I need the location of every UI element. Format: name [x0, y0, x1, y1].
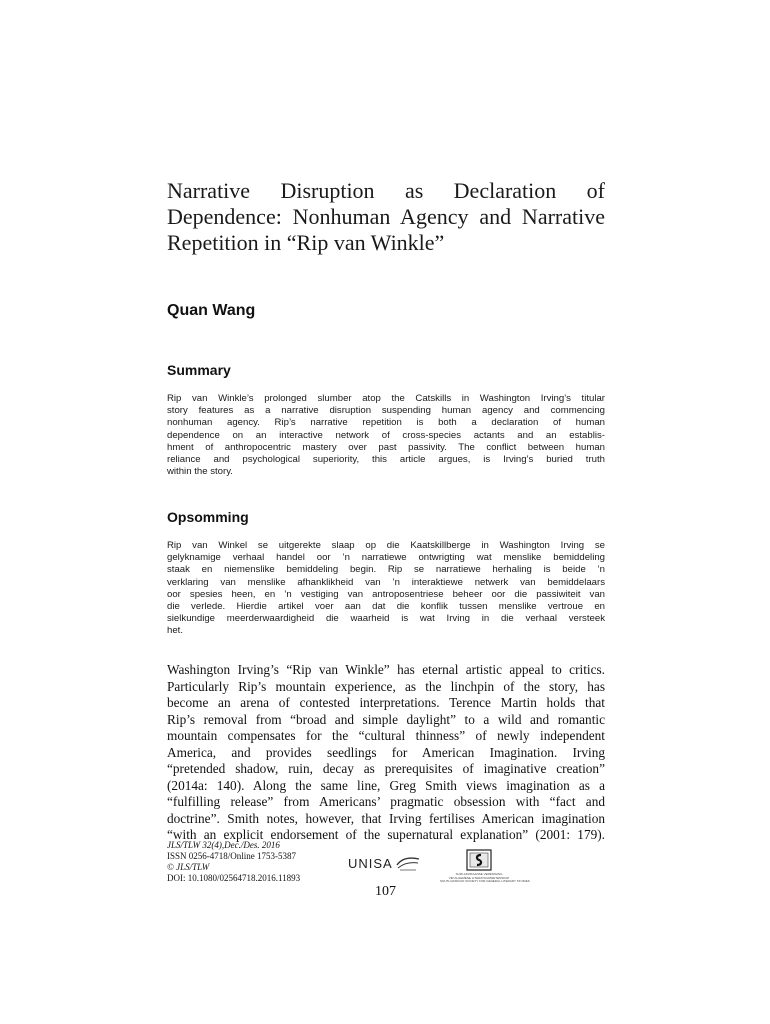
summary-line: nonhuman agency. Rip’s narrative repetition is both a declaration of human — [167, 417, 605, 429]
opsomming-line: staak en niemenslike bemiddeling begin. Rip se narratiewe herhaling is beide ’n — [167, 564, 605, 576]
body-line: “pretended shadow, ruin, decay as prerequisites of imaginative creation” — [167, 761, 605, 776]
body-line: “with an explicit endorsement of the supernatural explanation” (2001: 179). — [167, 827, 605, 842]
body-line: “fulfilling release” from Americans’ pragmatic obsession with “fact and — [167, 794, 605, 809]
body-paragraph — [167, 662, 605, 844]
title-line: Dependence: Nonhuman Agency and Narrative — [167, 204, 605, 229]
opsomming-line: die verlede. Hierdie artikel voer aan dat die konflik tussen menslike vertroue en — [167, 601, 605, 613]
opsomming-line: verklaring van menslike afhanklikheid van ’n interaktiewe netwerk van bemiddelaars — [167, 576, 605, 588]
issn-line: ISSN 0256-4718/Online 1753-5387 — [167, 851, 296, 861]
summary-line: dependence on an interactive network of cross-species actants and an establis- — [167, 429, 605, 441]
journal-citation: JLS/TLW 32(4),Dec./Des. 2016 — [167, 840, 280, 850]
opsomming-line: sielkundige meerderwaardigheid die waarheid is wat Irving in die verhaal versteek — [167, 613, 605, 625]
unisa-logo — [348, 852, 422, 876]
summary-line: hment of anthropocentric mastery over past passivity. The conflict between human — [167, 441, 605, 453]
body-line: become an arena of contested interpretations. Terence Martin holds that — [167, 695, 605, 710]
publication-info — [167, 840, 300, 884]
body-line: (2014a: 140). Along the same line, Greg Smith views imagination as a — [167, 777, 605, 793]
society-caption: SOUTH AFRICAN SOCIETY FOR GENERAL LITERARY STUDIES — [440, 879, 530, 883]
opsomming-line: gelyknamige verhaal handel oor ’n narratiewe ontwrigting wat menslike bemiddeling — [167, 552, 605, 564]
society-emblem-icon — [464, 848, 494, 872]
summary-line: within the story. — [167, 466, 233, 478]
doi-line: DOI: 10.1080/02564718.2016.11893 — [167, 873, 301, 883]
body-line: America, and provides seedlings for American Imagination. Irving — [167, 744, 605, 760]
opsomming-text — [167, 540, 605, 638]
summary-line: story features as a narrative disruption suspending human agency and commencing — [167, 405, 605, 417]
summary-line: Rip van Winkle’s prolonged slumber atop the Catskills in Washington Irving’s titular — [167, 393, 605, 404]
title-line: Repetition in “Rip van Winkle” — [167, 230, 445, 255]
body-line: Washington Irving’s “Rip van Winkle” has eternal artistic appeal to critics. — [167, 662, 605, 677]
opsomming-heading: Opsomming — [167, 509, 249, 525]
opsomming-line: oor spesies heen, en ’n vestiging van antroposentriese beheer oor die passiwiteit van — [167, 588, 605, 600]
summary-line: reliance and psychological superiority, this article argues, is Irving’s buried truth — [167, 454, 605, 466]
society-logo — [440, 848, 530, 888]
article-title — [167, 178, 605, 256]
society-caption: VIR ALGEMENE LITERATUURWETENSKAP — [448, 875, 510, 880]
unisa-swoosh-icon — [396, 854, 420, 872]
body-line: Particularly Rip’s mountain experience, as the linchpin of the story, has — [167, 678, 605, 694]
body-line: Rip’s removal from “broad and simple daylight” to a wild and romantic — [167, 711, 605, 727]
title-line: Narrative Disruption as Declaration of — [167, 178, 605, 203]
page-number: 107 — [375, 884, 396, 899]
opsomming-line: Rip van Winkel se uitgerekte slaap op die Kaatskillberge in Washington Irving se — [167, 540, 605, 551]
body-line: doctrine”. Smith notes, however, that Irving fertilises American imagination — [167, 810, 605, 826]
unisa-wordmark: UNISA — [348, 856, 393, 871]
summary-heading: Summary — [167, 362, 231, 378]
opsomming-line: het. — [167, 625, 184, 637]
author-name: Quan Wang — [167, 302, 256, 319]
society-caption: SUID-AFRIKAANSE VERENIGING — [455, 872, 503, 876]
copyright-line: © JLS/TLW — [167, 862, 210, 872]
body-line: mountain compensates for the “cultural thinness” of newly independent — [167, 728, 605, 743]
summary-text — [167, 393, 605, 478]
